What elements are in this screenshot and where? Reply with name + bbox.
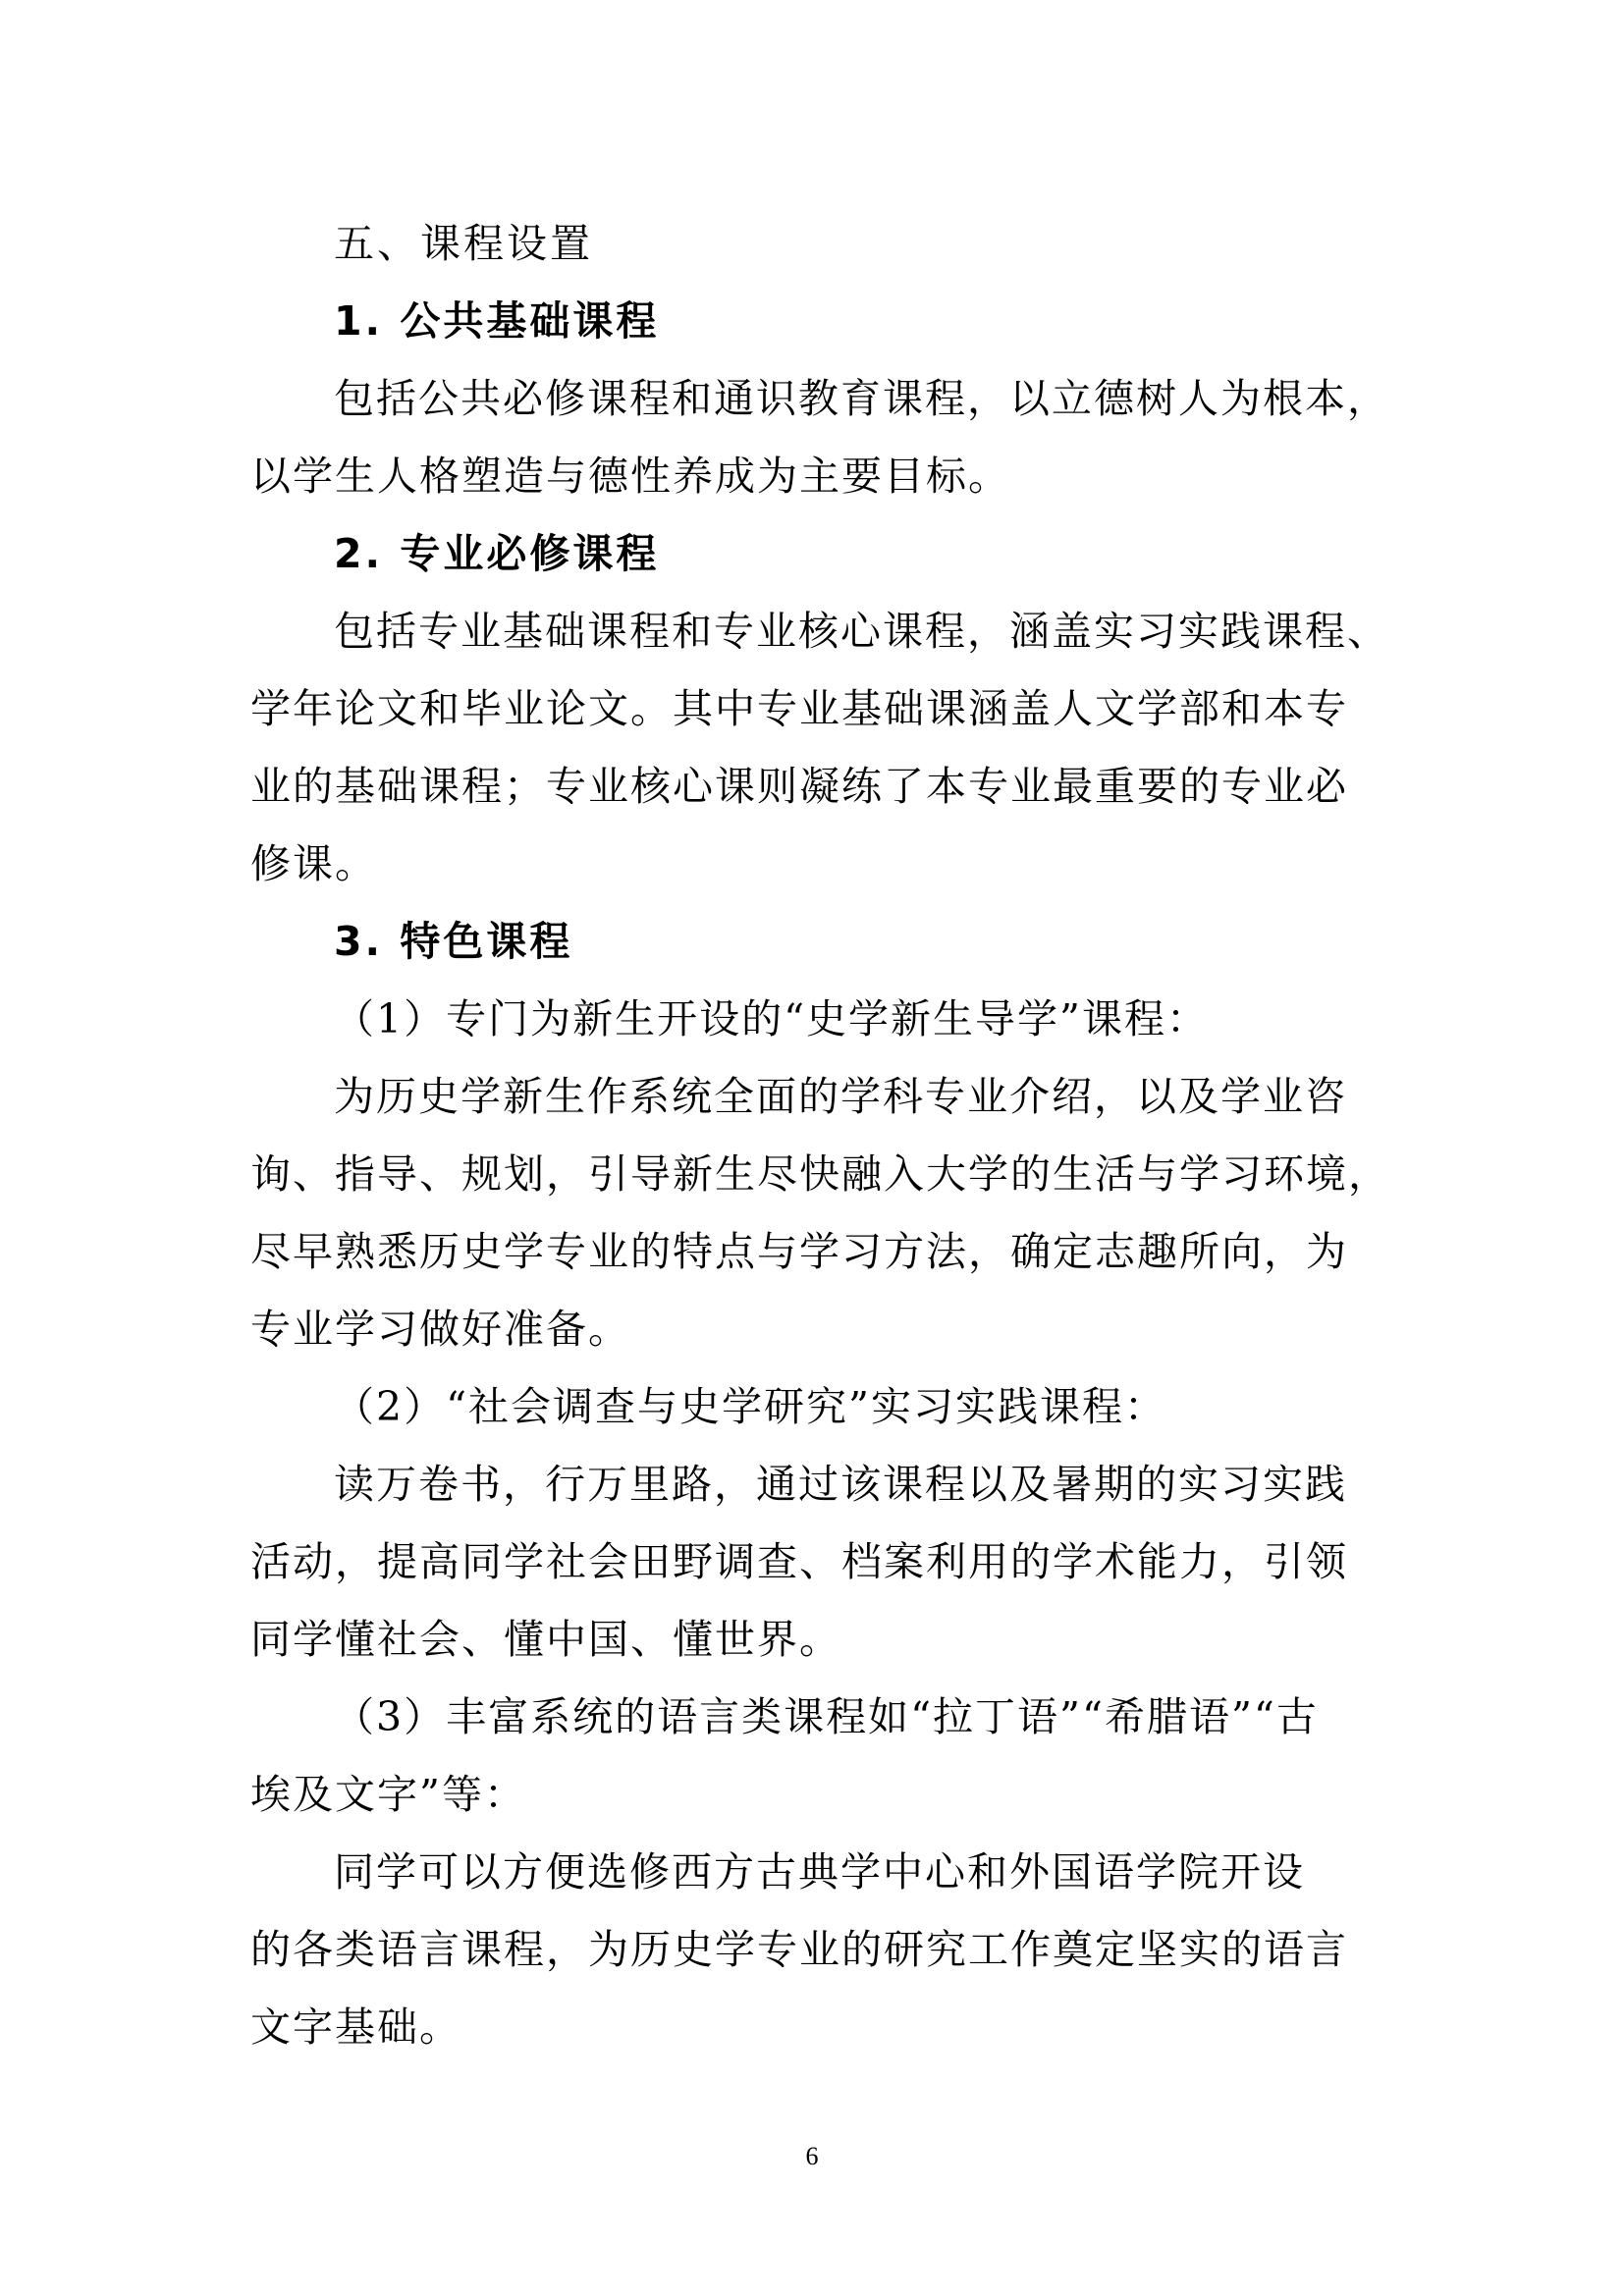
section-title: 五、课程设置	[334, 220, 593, 267]
item-title-continuation: 埃及文字”等：	[250, 1771, 526, 1818]
paragraph-line: 同学可以方便选修西方古典学中心和外国语学院开设	[334, 1848, 1305, 1896]
paragraph-line: 文字基础。	[250, 2003, 461, 2051]
paragraph-line: 同学懂社会、懂中国、懂世界。	[250, 1616, 841, 1663]
paragraph-line: 包括公共必修课程和通识教育课程，以立德树人为根本，	[334, 375, 1389, 422]
paragraph-line: 业的基础课程；专业核心课则凝练了本专业最重要的专业必	[250, 763, 1348, 810]
subsection-heading-2: 2. 专业必修课程	[334, 530, 660, 577]
paragraph-line: 修课。	[250, 840, 377, 887]
paragraph-line: 包括专业基础课程和专业核心课程，涵盖实习实践课程、	[334, 608, 1389, 655]
paragraph-line: 专业学习做好准备。	[250, 1306, 630, 1353]
paragraph-line: 为历史学新生作系统全面的学科专业介绍，以及学业咨	[334, 1073, 1347, 1120]
item-title: （3）丰富系统的语言类课程如“拉丁语”“希腊语”“古	[334, 1693, 1319, 1740]
paragraph-line: 以学生人格塑造与德性养成为主要目标。	[250, 453, 1010, 500]
paragraph-line: 的各类语言课程，为历史学专业的研究工作奠定坚实的语言	[250, 1926, 1348, 1973]
paragraph-line: 询、指导、规划，引导新生尽快融入大学的生活与学习环境，	[250, 1150, 1390, 1198]
paragraph-line: 学年论文和毕业论文。其中专业基础课涵盖人文学部和本专	[250, 685, 1348, 732]
page-number: 6	[805, 2142, 819, 2170]
subsection-heading-3: 3. 特色课程	[334, 918, 573, 965]
paragraph-line: 读万卷书，行万里路，通过该课程以及暑期的实习实践	[334, 1461, 1347, 1508]
paragraph-line: 活动，提高同学社会田野调查、档案利用的学术能力，引领	[250, 1538, 1348, 1585]
item-title: （1）专门为新生开设的“史学新生导学”课程：	[334, 995, 1210, 1042]
subsection-heading-1: 1. 公共基础课程	[334, 297, 660, 345]
item-title: （2）“社会调查与史学研究”实习实践课程：	[334, 1383, 1167, 1430]
paragraph-line: 尽早熟悉历史学专业的特点与学习方法，确定志趣所向，为	[250, 1228, 1348, 1275]
